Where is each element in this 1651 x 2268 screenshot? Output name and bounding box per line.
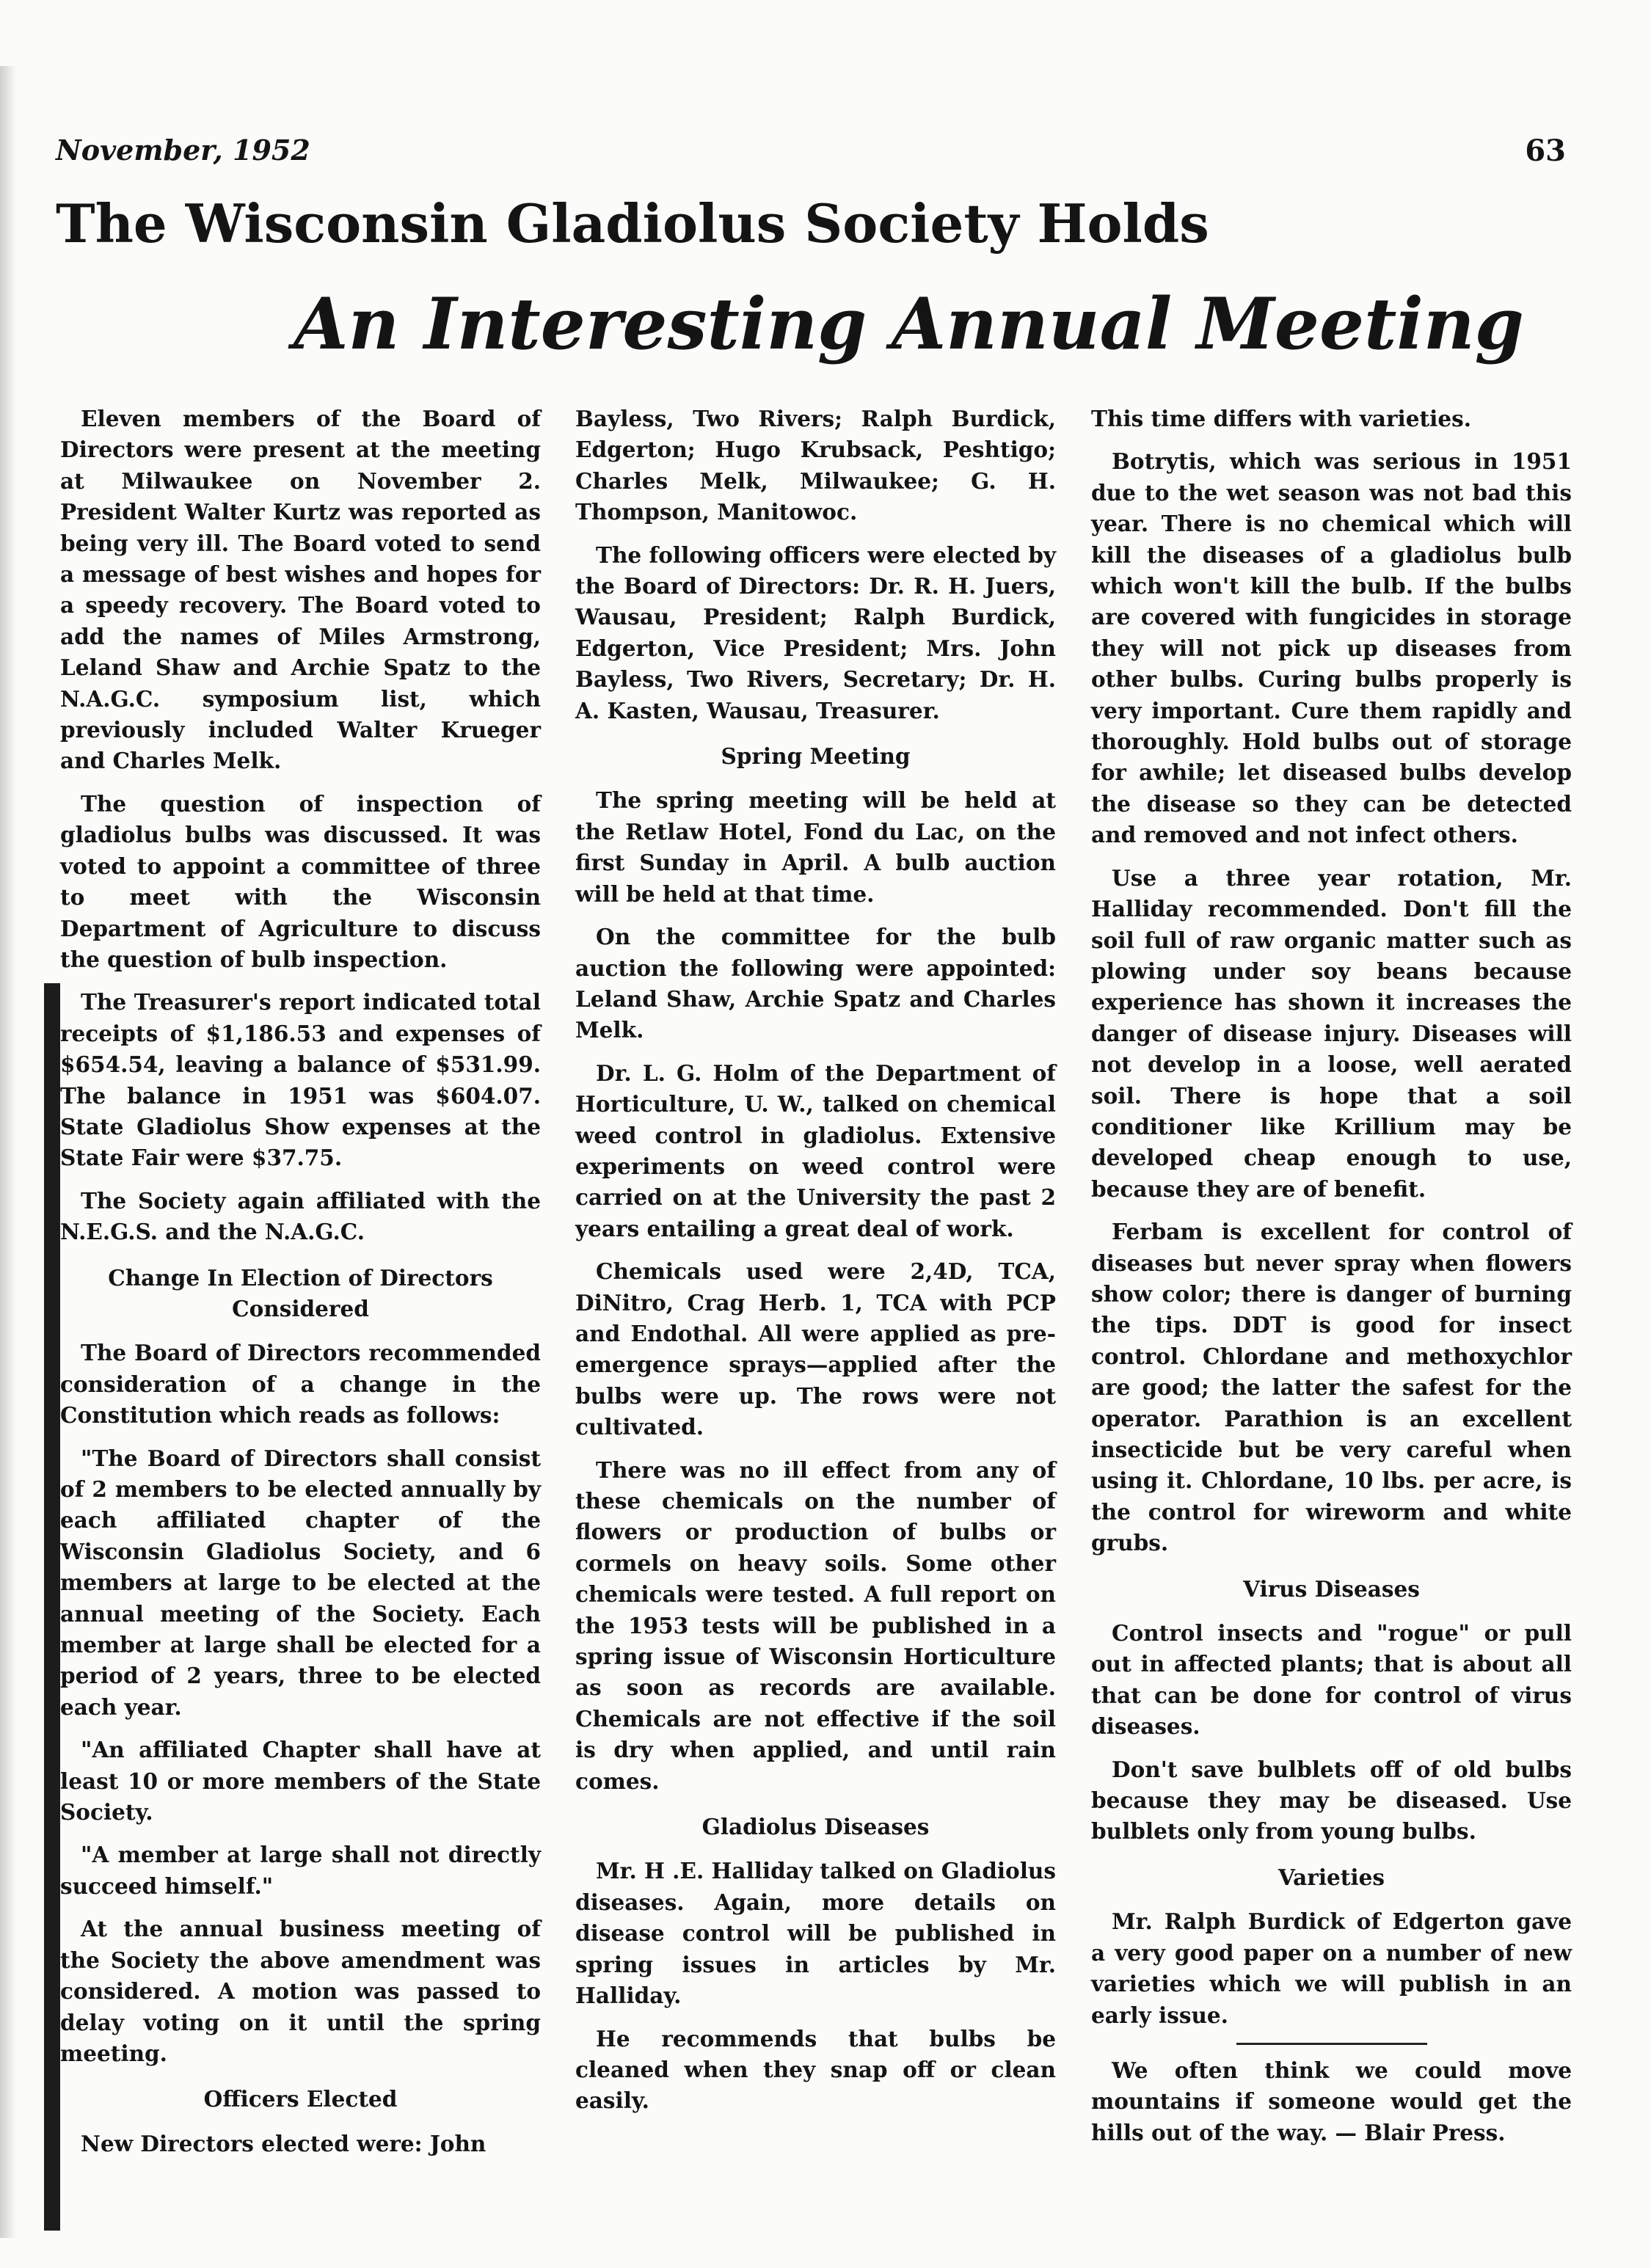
paragraph: Eleven members of the Board of Directors were present at the meeting at Milwaukee on November 2. President Walter Kurtz was reported as being very ill. The Board voted to send a message of best wishes and hopes for a speedy recovery. The Board voted to add the names of Miles Armstrong, Leland Shaw and Archie Spatz to the N.A.G.C. symposium list, which previously included Walter Krueger and Charles Melk. — [60, 406, 541, 774]
paragraph: The Society again affiliated with the N.E.G.S. and the N.A.G.C. — [60, 1187, 541, 1245]
column-1 — [60, 404, 541, 2171]
paragraph: The following officers were elected by the Board of Directors: Dr. R. H. Juers, Wausau, President; Ralph Burdick, Edgerton, Vice President; Mrs. John Bayless, Two Rivers, Secretary; Dr. H. A. Kasten, Wausau, Treasurer. — [575, 542, 1056, 723]
paragraph: Don't save bulblets off of old bulbs because they may be diseased. Use bulblets only from young bulbs. — [1091, 1756, 1572, 1845]
paragraph: Control insects and "rogue" or pull out in affected plants; that is about all that can be done for control of virus diseases. — [1091, 1620, 1572, 1740]
paragraph: The spring meeting will be held at the Retlaw Hotel, Fond du Lac, on the first Sunday in April. A bulb auction will be held at that time. — [575, 787, 1056, 907]
paragraph: There was no ill effect from any of these chemicals on the number of flowers or production of bulbs or cormels on heavy soils. Some other chemicals were tested. A full report on the 1953 tests will be published in a spring issue of Wisconsin Horticulture as soon as records are available. Chemicals are not effective if the soil is dry when applied, and until rain comes. — [575, 1456, 1056, 1794]
paragraph: Mr. Ralph Burdick of Edgerton gave a very good paper on a number of new varieties which we will publish in an early issue. — [1091, 1908, 1572, 2028]
filler-divider — [1236, 2043, 1427, 2045]
paragraph: Chemicals used were 2,4D, TCA, DiNitro, Crag Herb. 1, TCA with PCP and Endothal. All were applied as pre-emergence sprays—applied after the bulbs were up. The rows were not cultivated. — [575, 1258, 1056, 1440]
issue-date: November, 1952 — [56, 134, 310, 167]
article-title-line1: The Wisconsin Gladiolus Society Holds — [56, 192, 1209, 255]
paragraph: Mr. H .E. Halliday talked on Gladiolus diseases. Again, more details on disease control will be published in spring issues in articles by Mr. Halliday. — [575, 1858, 1056, 2009]
paragraph: This time differs with varieties. — [1091, 406, 1472, 431]
page-number: 63 — [1525, 134, 1566, 168]
section-heading: Virus Diseases — [1243, 1575, 1420, 1602]
page-gutter-shadow — [0, 66, 16, 2238]
article-title-line2: An Interesting Annual Meeting — [294, 282, 1524, 365]
section-heading: Change In Election of Directors Considered — [108, 1264, 493, 1321]
paragraph: The Treasurer's report indicated total receipts of $1,186.53 and expenses of $654.54, leaving a balance of $531.99. The balance in 1951 was $604.07. State Gladiolus Show expenses at the State Fair were $37.75. — [60, 989, 541, 1171]
column-3 — [1091, 404, 1572, 2160]
paragraph: "A member at large shall not directly succeed himself." — [60, 1842, 541, 1899]
paragraph: Ferbam is excellent for control of diseases but never spray when flowers show color; there is danger of burning the tips. DDT is good for insect control. Chlordane and methoxychlor are good; the latter the safest for the operator. Parathion is an excellent insecticide but be very careful when using it. Chlordane, 10 lbs. per acre, is the control for wireworm and white grubs. — [1091, 1219, 1572, 1556]
binding-edge-bar — [44, 983, 60, 2231]
paragraph: The question of inspection of gladiolus bulbs was discussed. It was voted to appoint a committee of three to meet with the Wisconsin Department of Agriculture to discuss the question of bulb inspection. — [60, 790, 541, 972]
filler-quote: We often think we could move mountains if someone would get the hills out of the way. — Blair Press. — [1091, 2057, 1572, 2145]
paragraph: On the committee for the bulb auction the following were appointed: Leland Shaw, Archie Spatz and Charles Melk. — [575, 924, 1056, 1043]
paragraph: Use a three year rotation, Mr. Halliday recommended. Don't fill the soil full of raw organic matter such as plowing under soy beans because experience has shown it increases the danger of disease injury. Diseases will not develop in a loose, well aerated soil. There is hope that a soil conditioner like Krillium may be developed cheap enough to use, because they are of benefit. — [1091, 864, 1572, 1202]
section-heading: Gladiolus Diseases — [701, 1814, 930, 1840]
section-heading: Officers Elected — [203, 2086, 398, 2112]
paragraph: At the annual business meeting of the Society the above amendment was considered. A motion was passed to delay voting on it until the spring meeting. — [60, 1916, 541, 2066]
paragraph: "The Board of Directors shall consist of 2 members to be elected annually by each affiliated chapter of the Wisconsin Gladiolus Society, and 6 members at large to be elected at the annual meeting of the Society. Each member at large shall be elected for a period of 2 years, three to be elected each year. — [60, 1445, 541, 1720]
column-2 — [575, 404, 1056, 2129]
paragraph: Botrytis, which was serious in 1951 due to the wet season was not bad this year. There is no chemical which will kill the diseases of a gladiolus bulb which won't kill the bulb. If the bulbs are covered with fungicides in storage they will not pick up diseases from other bulbs. Curing bulbs properly is very important. Cure them rapidly and thoroughly. Hold bulbs out of storage for awhile; let diseased bulbs develop the disease so they can be detected and removed and not infect others. — [1091, 448, 1572, 848]
paragraph: Dr. L. G. Holm of the Department of Horticulture, U. W., talked on chemical weed control in gladiolus. Extensive experiments on weed control were carried on at the University the past 2 years entailing a great deal of work. — [575, 1060, 1056, 1241]
section-heading: Spring Meeting — [721, 743, 911, 770]
paragraph: New Directors elected were: John — [81, 2130, 486, 2156]
paragraph: "An affiliated Chapter shall have at least 10 or more members of the State Society. — [60, 1737, 541, 1826]
section-heading: Varieties — [1278, 1864, 1385, 1890]
paragraph: He recommends that bulbs be cleaned when they snap off or clean easily. — [575, 2025, 1056, 2114]
paragraph: Bayless, Two Rivers; Ralph Burdick, Edgerton; Hugo Krubsack, Peshtigo; Charles Melk, Milwaukee; G. H. Thompson, Manitowoc. — [575, 406, 1056, 525]
paragraph: The Board of Directors recommended consideration of a change in the Constitution which reads as follows: — [60, 1340, 541, 1429]
